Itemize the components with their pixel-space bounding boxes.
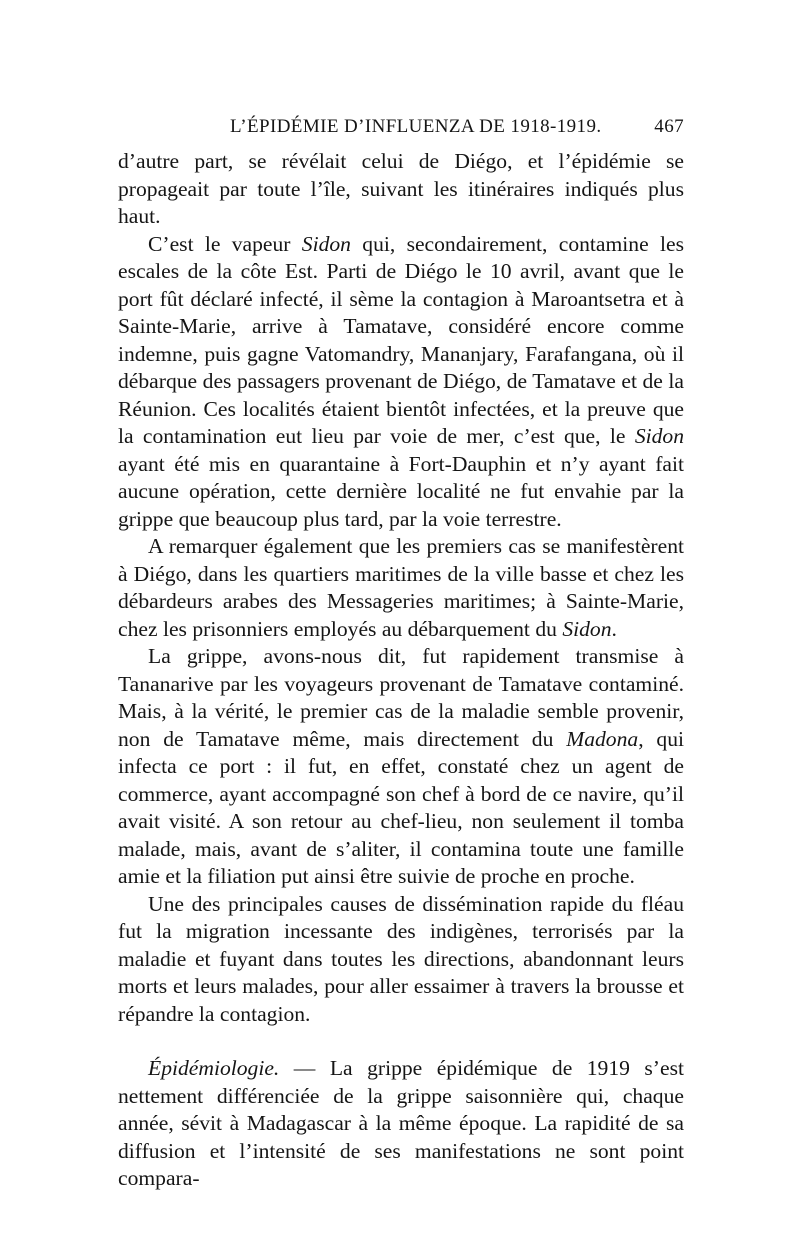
heading-dash: — (279, 1056, 330, 1080)
ship-name-sidon: Sidon (301, 231, 351, 256)
paragraph-4-text-c: , qui infecta ce port : il fut, en effet, constaté chez un agent de commerce, ayant accompagné son chef à bord de ce navire, qu’il avait visité. A son retour au chef-lieu, non seulement il tomba malade, mais, avant de s’aliter, il contamina toute une famille amie et la filiation put ainsi être suivie de proche en proche. (118, 726, 684, 888)
paragraph-4-text-a: La grippe, avons-nous dit, fut rapidement transmise à Tananarive par les voyageurs provenant de Tamatave contaminé. Mais, à la vérité, le premier cas de la maladie semble provenir, non de Tamatave même, mais directement du (118, 644, 684, 751)
paragraph-5-text: Une des principales causes de dissémination rapide du fléau fut la migration incessante des indigènes, terrorisés par la maladie et fuyant dans toutes les directions, abandonnant leurs morts et leurs malades, pour aller essaimer à travers la brousse et répandre la contagion. (118, 891, 684, 1026)
paragraph-3-text-a: A remarquer également que les premiers cas se manifestèrent à Diégo, dans les quartiers maritimes de la ville basse et chez les débardeurs arabes des Messageries maritimes; à Sainte-Marie, chez les prisonniers employés au débarquement du (118, 534, 684, 641)
paragraph-1-text: d’autre part, se révélait celui de Diégo, et l’épidémie se propageait par toute l’île, suivant les itinéraires indiqués plus haut. (118, 149, 684, 228)
paragraph-2-text-e: ayant été mis en quarantaine à Fort-Dauphin et n’y ayant fait aucune opération, cette dernière localité ne fut envahie par la grippe que beaucoup plus tard, par la voie terrestre. (118, 451, 684, 531)
ship-name-sidon: Sidon (634, 424, 684, 448)
paragraph-3-text-c: . (611, 616, 617, 641)
ship-name-madona: Madona (566, 726, 639, 751)
paragraph-2-text-c: qui, secondairement, contamine les escales de la côte Est. Parti de Diégo le 10 avril, avant que le port fût déclaré infecté, il sème la contagion à Maroantsetra et à Sainte-Marie, arrive à Tamatave, considéré encore comme indemne, puis gagne Vatomandry, Mananjary, Farafangana, où il débarque des passagers provenant de Diégo, de Tamatave et de la Réunion. Ces localités étaient bientôt infectées, et la preuve que la contamination eut lieu par voie de mer, c’est que, le (118, 231, 684, 448)
paragraph-1 (118, 148, 684, 231)
paragraph-3 (118, 533, 684, 643)
paragraph-2-text-a: C’est le vapeur (148, 231, 302, 256)
ship-name-sidon: Sidon (562, 616, 612, 641)
section-heading-epidemiologie: Épidémiologie. (148, 1056, 280, 1080)
paragraph-4 (118, 643, 684, 891)
paragraph-2 (118, 231, 684, 534)
running-header (118, 116, 684, 146)
body-text (118, 148, 684, 1193)
page-number: 467 (654, 116, 684, 137)
paragraph-5 (118, 891, 684, 1029)
paragraph-6 (118, 1055, 684, 1193)
running-title: L’ÉPIDÉMIE D’INFLUENZA DE 1918-1919. (230, 116, 602, 137)
paragraph-6-text: La grippe épidémique de 1919 s’est nettement différenciée de la grippe saisonnière qui, chaque année, sévit à Madagascar à la même époque. La rapidité de sa diffusion et l’intensité de ses manifestations ne sont point compara- (118, 1056, 684, 1190)
